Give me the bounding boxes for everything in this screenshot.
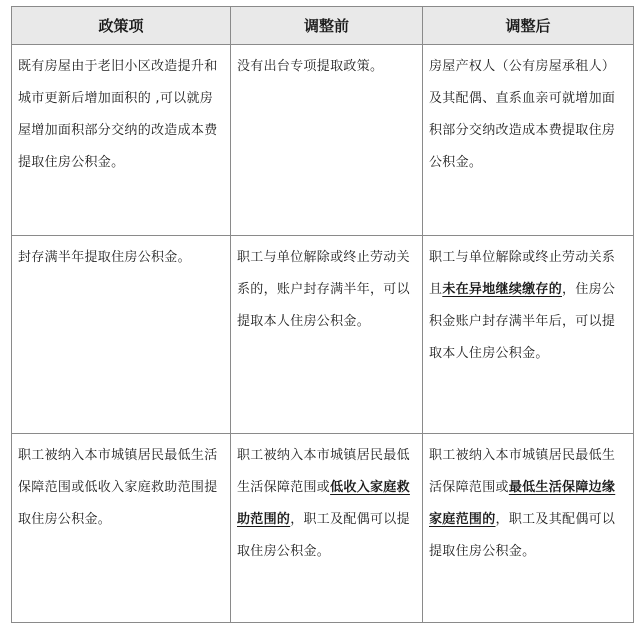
cell-text: 没有出台专项提取政策。 <box>237 59 384 74</box>
table-row <box>12 433 634 622</box>
cell-text: 职工被纳入本市城镇居民最低生活保障范围或 <box>237 447 410 495</box>
header-after: 调整后 <box>423 7 634 45</box>
emphasis-text: 低收入家庭救助范围的 <box>237 479 410 527</box>
cell-policy <box>12 433 231 622</box>
cell-text: 房屋产权人（公有房屋承租人）及其配偶、直系血亲可就增加面积部分交纳改造成本费提取住房公积金。 <box>429 59 616 170</box>
table-row <box>12 45 634 236</box>
cell-policy <box>12 236 231 433</box>
cell-after <box>423 45 634 236</box>
cell-text: ，职工及其配偶可以提取住房公积金。 <box>429 511 616 559</box>
cell-text: 职工被纳入本市城镇居民最低生活保障范围或 <box>429 447 616 495</box>
cell-text: 既有房屋由于老旧小区改造提升和城市更新后增加面积的 ,可以就房屋增加面积部分交纳的改造成本费提取住房公积金。 <box>18 59 218 170</box>
cell-before <box>231 236 423 433</box>
cell-after <box>423 433 634 622</box>
cell-policy <box>12 45 231 236</box>
table-row <box>12 236 634 433</box>
cell-text: ，职工及配偶可以提取住房公积金。 <box>237 511 410 559</box>
cell-after <box>423 236 634 433</box>
emphasis-text: 最低生活保障边缘家庭范围的 <box>429 479 616 527</box>
cell-text: 封存满半年提取住房公积金。 <box>18 250 191 266</box>
cell-text: 职工与单位解除或终止劳动关系的，账户封存满半年，可以提取本人住房公积金。 <box>237 250 410 330</box>
header-before: 调整前 <box>231 7 423 45</box>
cell-text: 职工与单位解除或终止劳动关系且 <box>429 250 616 298</box>
policy-comparison-table <box>11 6 634 623</box>
cell-text: ，住房公积金账户封存满半年后，可以提取本人住房公积金。 <box>429 282 616 362</box>
table-header-row <box>12 7 634 45</box>
emphasis-text: 未在异地继续缴存的 <box>442 282 563 298</box>
cell-before <box>231 433 423 622</box>
cell-before <box>231 45 423 236</box>
header-policy: 政策项 <box>12 7 231 45</box>
cell-text: 职工被纳入本市城镇居民最低生活保障范围或低收入家庭救助范围提取住房公积金。 <box>18 447 218 527</box>
